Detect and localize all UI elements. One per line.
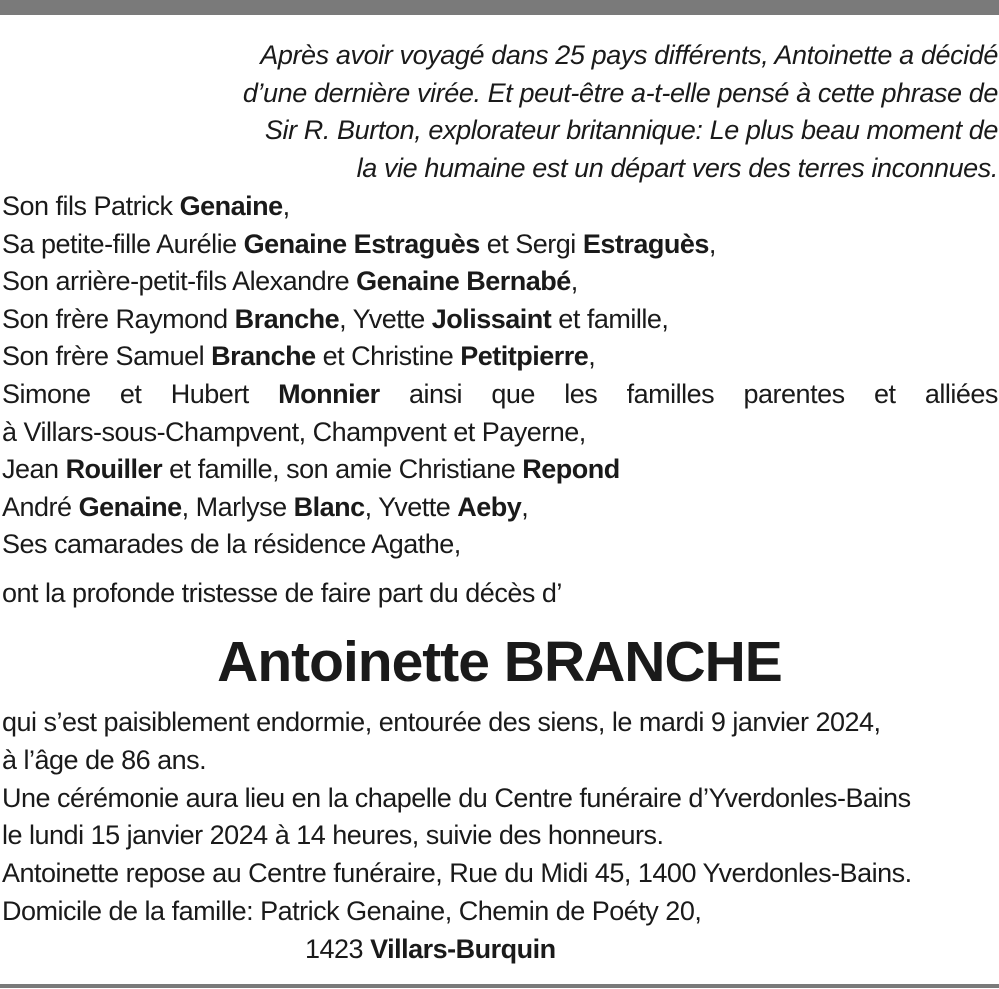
family-line-jean [2, 451, 998, 489]
bottom-rule [0, 984, 999, 988]
detail-line: le lundi 15 janvier 2024 à 14 heures, suivie des honneurs. [2, 820, 664, 851]
surname: Genaine [179, 191, 283, 221]
detail-line: à l’âge de 86 ans. [2, 744, 207, 775]
word: les [564, 378, 598, 409]
surname: Aeby [457, 491, 522, 522]
relation-text: , Yvette [364, 491, 458, 522]
relation-text: Son frère Raymond [2, 303, 235, 334]
family-line-son [2, 188, 998, 226]
surname: Repond [522, 454, 620, 485]
surname: Genaine Bernabé [356, 266, 571, 297]
quote-line: Après avoir voyagé dans 25 pays différents, Antoinette a décidé [260, 40, 998, 70]
quote-line: d’une dernière virée. Et peut-être a-t-elle pensé à cette phrase de [242, 77, 998, 108]
announcement-text: ont la profonde tristesse de faire part du décès d’ [2, 578, 562, 608]
relation-text: , Yvette [339, 303, 432, 334]
family-line-friends [2, 489, 998, 527]
surname: Estraguès [582, 228, 709, 259]
word: ainsi [409, 378, 463, 409]
word: familles [626, 378, 715, 409]
surname: Petitpierre [460, 341, 589, 372]
postal-code: 1423 [305, 933, 371, 964]
family-line-brother-raymond [2, 301, 998, 339]
surname: Genaine [78, 491, 182, 522]
detail-line: Antoinette repose au Centre funéraire, Rue du Midi 45, 1400 Yverdonles-Bains. [2, 858, 912, 889]
surname: Branche [211, 341, 316, 372]
relation-text: et Sergi [479, 228, 583, 259]
quote-line: la vie humaine est un départ vers des terres inconnues. [356, 152, 998, 183]
quote-line: Sir R. Burton, explorateur britannique: Le plus beau moment de [264, 115, 998, 145]
surname: Branche [234, 303, 340, 334]
detail-line: Domicile de la famille: Patrick Genaine, Chemin de Poéty 20, [2, 895, 702, 926]
word: parentes [743, 378, 845, 409]
word: alliées [924, 378, 998, 409]
surname: Genaine Estraguès [243, 228, 480, 259]
obituary-details [2, 704, 998, 969]
detail-line-locality [2, 931, 998, 969]
family-line-residence: Ses camarades de la résidence Agathe, [2, 529, 461, 560]
relation-text: , Marlyse [181, 491, 294, 522]
family-list [2, 188, 998, 564]
punctuation: , [570, 266, 578, 297]
deceased-name: Antoinette BRANCHE [217, 630, 782, 694]
relation-text: et Christine [315, 341, 461, 372]
relation-text: Son arrière-petit-fils Alexandre [2, 266, 357, 297]
family-line-relatives [2, 376, 998, 414]
punctuation: , [282, 191, 290, 221]
word: que [491, 378, 535, 409]
top-rule [0, 0, 999, 15]
surname: Rouiller [65, 454, 163, 485]
detail-line: Une cérémonie aura lieu en la chapelle du Centre funéraire d’Yverdonles-Bains [2, 782, 911, 813]
word: Hubert [170, 378, 249, 409]
family-line-great-grandson [2, 263, 998, 301]
surname: Blanc [293, 491, 365, 522]
punctuation: , [521, 491, 529, 522]
family-line-brother-samuel [2, 338, 998, 376]
family-line-granddaughter [2, 226, 998, 264]
epigraph-quote [150, 37, 998, 187]
punctuation: , [588, 341, 596, 372]
detail-line: qui s’est paisiblement endormie, entourée des siens, le mardi 9 janvier 2024, [2, 707, 881, 737]
relation-text: et famille, son amie Christiane [162, 454, 523, 485]
punctuation: , [708, 228, 716, 259]
relation-text: Son fils Patrick [2, 191, 180, 221]
word: Simone [2, 378, 91, 409]
relation-text: André [2, 491, 79, 522]
surname: Jolissaint [431, 303, 552, 334]
relation-text: Sa petite-fille Aurélie [2, 228, 244, 259]
relation-text: Jean [2, 454, 66, 485]
relation-text: et famille, [551, 303, 669, 334]
word: et [873, 378, 896, 409]
family-line-places: à Villars-sous-Champvent, Champvent et Payerne, [2, 416, 586, 447]
word: et [119, 378, 142, 409]
surname: Monnier [278, 378, 380, 409]
locality: Villars-Burquin [370, 933, 556, 964]
relation-text: Son frère Samuel [2, 341, 212, 372]
